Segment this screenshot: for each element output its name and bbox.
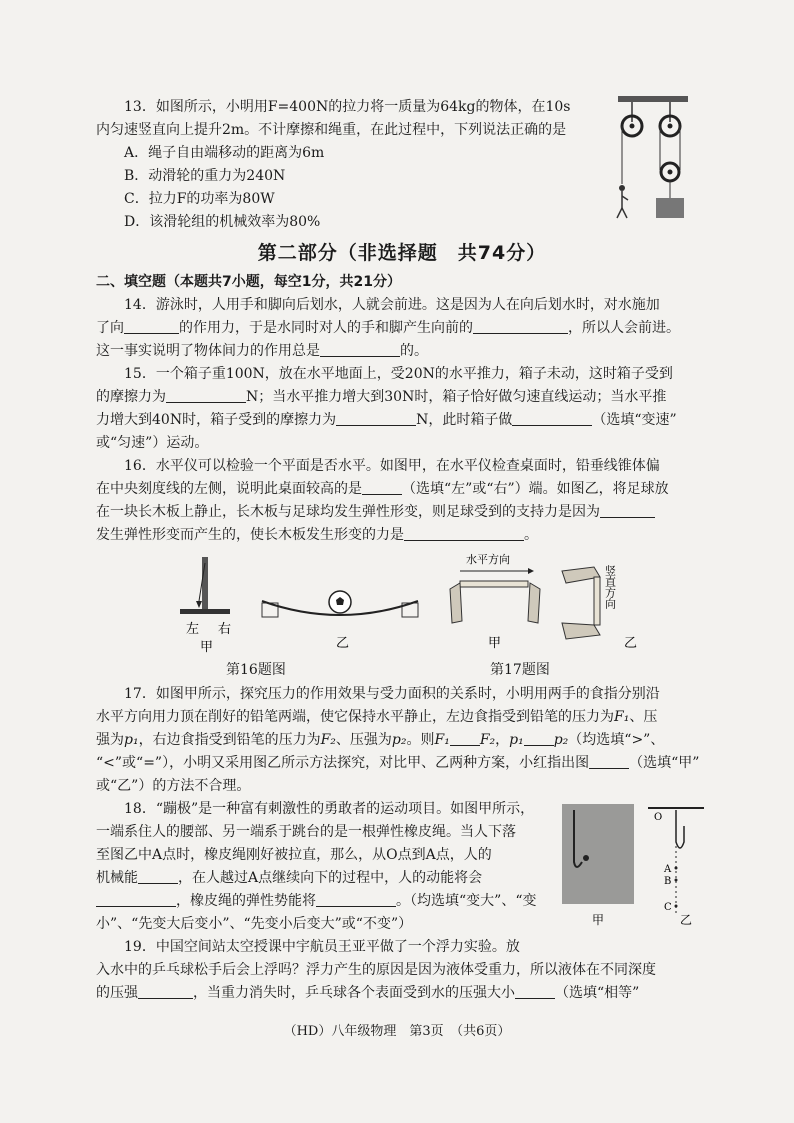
fig16-label-jia: 甲 xyxy=(200,640,214,655)
q15-line3: 力增大到40N时，箱子受到的摩擦力为 N，此时箱子做 （选填“变速” xyxy=(96,412,677,428)
q18-line6: 小”、“先变大后变小”、“先变小后变大”或“不变”） xyxy=(96,916,413,932)
fig17-label-horizontal: 水平方向 xyxy=(466,553,510,566)
q18-line4: 机械能 ，在人越过A点继续向下的过程中，人的动能将会 xyxy=(96,870,483,886)
q18-line5: ，橡皮绳的弹性势能将 。（均选填“变大”、“变 xyxy=(96,890,708,913)
q14-blank-1[interactable] xyxy=(124,319,179,334)
question-13 xyxy=(96,96,708,234)
q15-line2: 的摩擦力为 N；当水平推力增大到30N时，箱子恰好做匀速直线运动；当水平推 xyxy=(96,389,667,405)
q17-line3: 强为p₁，右边食指受到铅笔的压力为F₂、压强为p₂。则F₁ F₂，p₁ p₂（均选填“>”、 xyxy=(96,732,665,748)
figure-17 xyxy=(444,551,644,656)
q16-blank-3[interactable] xyxy=(404,526,524,541)
fig17-label-vertical: 竖直方向 xyxy=(603,565,617,609)
q14-line1: 14．游泳时，人用手和脚向后划水，人就会前进。这是因为人在向后划水时，对水施加 xyxy=(124,297,660,313)
question-16 xyxy=(96,455,708,547)
page-footer: （HD）八年级物理 第3页 （共6页） xyxy=(283,1024,511,1039)
q17-line1: 17．如图甲所示，探究压力的作用效果与受力面积的关系时，小明用两手的食指分别沿 xyxy=(124,686,660,702)
q15-line4: 或“匀速”）运动。 xyxy=(96,435,209,451)
figure-16 xyxy=(166,551,446,656)
bungee-figure xyxy=(562,802,708,932)
fig17-label-yi: 乙 xyxy=(624,636,638,651)
fig16-label-right: 右 xyxy=(218,622,232,637)
question-17 xyxy=(96,683,708,798)
q13-stem-line2: 内匀速竖直向上提升2m。不计摩擦和绳重，在此过程中，下列说法正确的是 xyxy=(96,122,567,138)
q14-blank-3[interactable] xyxy=(320,342,400,357)
q15-blank-3[interactable] xyxy=(512,411,592,426)
fig16-caption: 第16题图 xyxy=(226,662,286,678)
section2-header: 二、填空题（本题共7小题，每空1分，共21分） xyxy=(96,274,401,290)
q13-option-d: D．该滑轮组的机械效率为80% xyxy=(124,214,321,230)
q18-blank-2[interactable] xyxy=(96,892,176,907)
q17-line5: 或“乙”）的方法不合理。 xyxy=(96,778,251,794)
q15-blank-2[interactable] xyxy=(336,411,416,426)
q16-blank-2[interactable] xyxy=(600,503,655,518)
q13-option-b: B．动滑轮的重力为240N xyxy=(124,168,286,184)
question-14 xyxy=(96,294,708,363)
q19-line3: 的压强 ，当重力消失时，乒乓球各个表面受到水的压强大小 （选填“相等” xyxy=(96,985,640,1001)
q17-line2: 水平方向用力顶在削好的铅笔两端，使它保持水平静止，左边食指受到铅笔的压力为F₁、压 xyxy=(96,709,658,725)
q14-line2: 了向 的作用力，于是水同时对人的手和脚产生向前的 ，所以人会前进。 xyxy=(96,320,680,336)
bungee-label-yi: 乙 xyxy=(680,913,693,927)
q15-blank-1[interactable] xyxy=(166,388,246,403)
part2-title: 第二部分（非选择题 共74分） xyxy=(257,242,547,264)
q15-line1: 15．一个箱子重100N，放在水平地面上，受20N的水平推力，箱子未动，这时箱子受到 xyxy=(124,366,673,382)
q19-line2: 入水中的乒乓球松手后会上浮吗？浮力产生的原因是因为液体受重力，所以液体在不同深度 xyxy=(96,962,656,978)
question-19 xyxy=(96,936,708,1005)
fig16-label-left: 左 xyxy=(186,622,200,637)
bungee-label-a: A xyxy=(664,864,672,875)
q16-line4: 发生弹性形变而产生的，使长木板发生形变的力是 。 xyxy=(96,527,538,543)
question-15 xyxy=(96,363,708,455)
q17-blank-3[interactable] xyxy=(589,754,629,769)
q18-line3: 至图乙中A点时，橡皮绳刚好被拉直，那么，从O点到A点，人的 xyxy=(96,847,492,863)
bungee-label-jia: 甲 xyxy=(592,913,605,927)
bungee-label-o: O xyxy=(654,812,663,823)
q16-line3: 在一块长木板上静止，长木板与足球均发生弹性形变，则足球受到的支持力是因为 xyxy=(96,501,708,524)
q17-blank-1[interactable] xyxy=(450,731,480,746)
q19-blank-2[interactable] xyxy=(515,984,555,999)
q13-stem-line1: 13．如图所示，小明用F=400N的拉力将一质量为64kg的物体，在10s xyxy=(124,99,571,115)
q14-blank-2[interactable] xyxy=(473,319,568,334)
q17-blank-2[interactable] xyxy=(524,731,554,746)
fig17-label-jia: 甲 xyxy=(488,636,502,651)
q19-blank-1[interactable] xyxy=(138,984,193,999)
fig17-caption: 第17题图 xyxy=(490,662,550,678)
q18-line2: 一端系住人的腰部、另一端系于跳台的是一根弹性橡皮绳。当人下落 xyxy=(96,824,516,840)
q17-line4: “<”或“=”），小明又采用图乙所示方法探究，对比甲、乙两种方案，小红指出图 （选填“甲” xyxy=(96,755,700,771)
q18-line1: 18．“蹦极”是一种富有刺激性的勇敢者的运动项目。如图甲所示， xyxy=(124,801,535,817)
q13-option-a: A．绳子自由端移动的距离为6m xyxy=(124,145,325,161)
q16-blank-1[interactable] xyxy=(362,480,402,495)
q13-option-c: C．拉力F的功率为80W xyxy=(124,191,275,207)
q16-line2: 在中央刻度线的左侧，说明此桌面较高的是 （选填“左”或“右”）端。如图乙，将足球放 xyxy=(96,481,669,497)
q14-line3: 这一事实说明了物体间力的作用总是 的。 xyxy=(96,343,428,359)
q16-line1: 16．水平仪可以检验一个平面是否水平。如图甲，在水平仪检查桌面时，铅垂线锥体偏 xyxy=(124,458,660,474)
fig16-label-yi: 乙 xyxy=(336,636,350,651)
question-18 xyxy=(96,798,708,936)
bungee-label-b: B xyxy=(664,876,672,887)
bungee-label-c: C xyxy=(664,902,672,913)
level-base xyxy=(180,609,230,614)
q18-blank-3[interactable] xyxy=(316,892,396,907)
figures-16-17 xyxy=(96,551,708,681)
bungee-photo xyxy=(562,804,634,904)
q19-line1: 19．中国空间站太空授课中宇航员王亚平做了一个浮力实验。放 xyxy=(124,939,520,955)
q18-blank-1[interactable] xyxy=(138,869,178,884)
page-content xyxy=(96,96,708,1005)
